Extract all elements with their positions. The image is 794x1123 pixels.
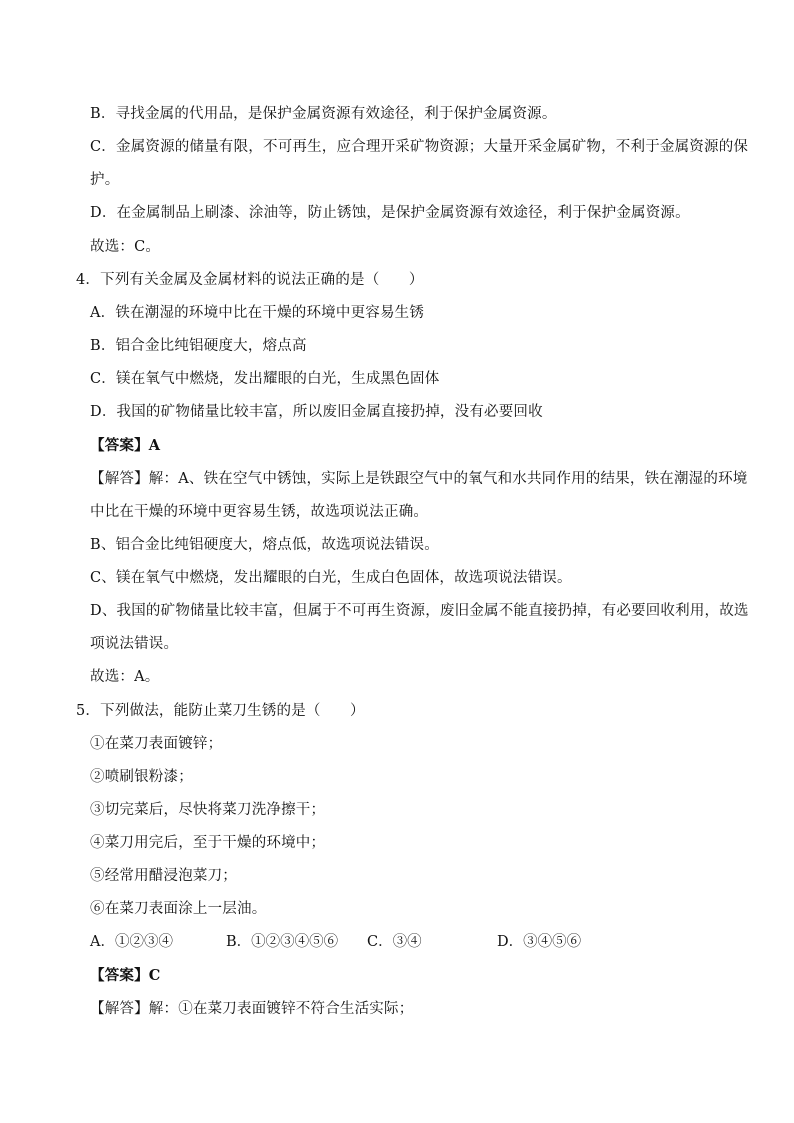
- q4-analysis-line1: 【解答】解：A、铁在空气中锈蚀，实际上是铁跟空气中的氧气和水共同作用的结果，铁在潮湿的环境: [90, 471, 748, 487]
- q5-item-6: ⑥在菜刀表面涂上一层油。: [90, 901, 267, 917]
- q5-item-2: ②喷刷银粉漆；: [90, 769, 193, 785]
- q5-option-a: A．①②③④: [90, 934, 173, 950]
- q5-analysis-line1: 【解答】解：①在菜刀表面镀锌不符合生活实际；: [90, 1001, 414, 1017]
- q4-analysis-line6: 项说法错误。: [90, 636, 179, 652]
- q5-item-3: ③切完菜后，尽快将菜刀洗净擦干；: [90, 802, 326, 818]
- q5-option-c: C．③④: [367, 934, 422, 950]
- q4-option-a: A．铁在潮湿的环境中比在干燥的环境中更容易生锈: [90, 305, 425, 321]
- prev-option-b: B．寻找金属的代用品，是保护金属资源有效途径，利于保护金属资源。: [90, 106, 557, 122]
- prev-option-d: D．在金属制品上刷漆、涂油等，防止锈蚀，是保护金属资源有效途径，利于保护金属资源。: [90, 205, 690, 221]
- q4-stem: 4．下列有关金属及金属材料的说法正确的是（ ）: [76, 272, 424, 288]
- q5-item-1: ①在菜刀表面镀锌；: [90, 736, 223, 752]
- q4-option-d: D．我国的矿物储量比较丰富，所以废旧金属直接扔掉，没有必要回收: [90, 404, 543, 420]
- prev-option-c-line1: C．金属资源的储量有限，不可再生，应合理开采矿物资源；大量开采金属矿物，不利于金属资源的保: [90, 139, 749, 155]
- q5-item-4: ④菜刀用完后，至于干燥的环境中；: [90, 835, 326, 851]
- q4-option-b: B．铝合金比纯铝硬度大，熔点高: [90, 338, 307, 354]
- prev-choice: 故选：C。: [90, 239, 161, 255]
- q4-answer: 【答案】A: [90, 437, 161, 454]
- q5-stem: 5．下列做法，能防止菜刀生锈的是（ ）: [76, 703, 365, 719]
- q4-analysis-line5: D、我国的矿物储量比较丰富，但属于不可再生资源，废旧金属不能直接扔掉，有必要回收利用，故选: [90, 603, 749, 619]
- q5-item-5: ⑤经常用醋浸泡菜刀；: [90, 868, 237, 884]
- q4-analysis-line3: B、铝合金比纯铝硬度大，熔点低，故选项说法错误。: [90, 537, 439, 553]
- q5-option-b: B．①②③④⑤⑥: [226, 934, 339, 950]
- q5-options-row: [90, 932, 730, 952]
- q4-analysis-line4: C、镁在氧气中燃烧，发出耀眼的白光，生成白色固体，故选项说法错误。: [90, 570, 572, 586]
- q4-choice: 故选：A。: [90, 669, 160, 685]
- q5-option-d: D．③④⑤⑥: [497, 934, 582, 950]
- prev-option-c-line2: 护。: [90, 172, 120, 188]
- q4-option-c: C．镁在氧气中燃烧，发出耀眼的白光，生成黑色固体: [90, 371, 440, 387]
- q5-answer: 【答案】C: [90, 967, 161, 984]
- q4-analysis-line2: 中比在干燥的环境中更容易生锈，故选项说法正确。: [90, 504, 429, 520]
